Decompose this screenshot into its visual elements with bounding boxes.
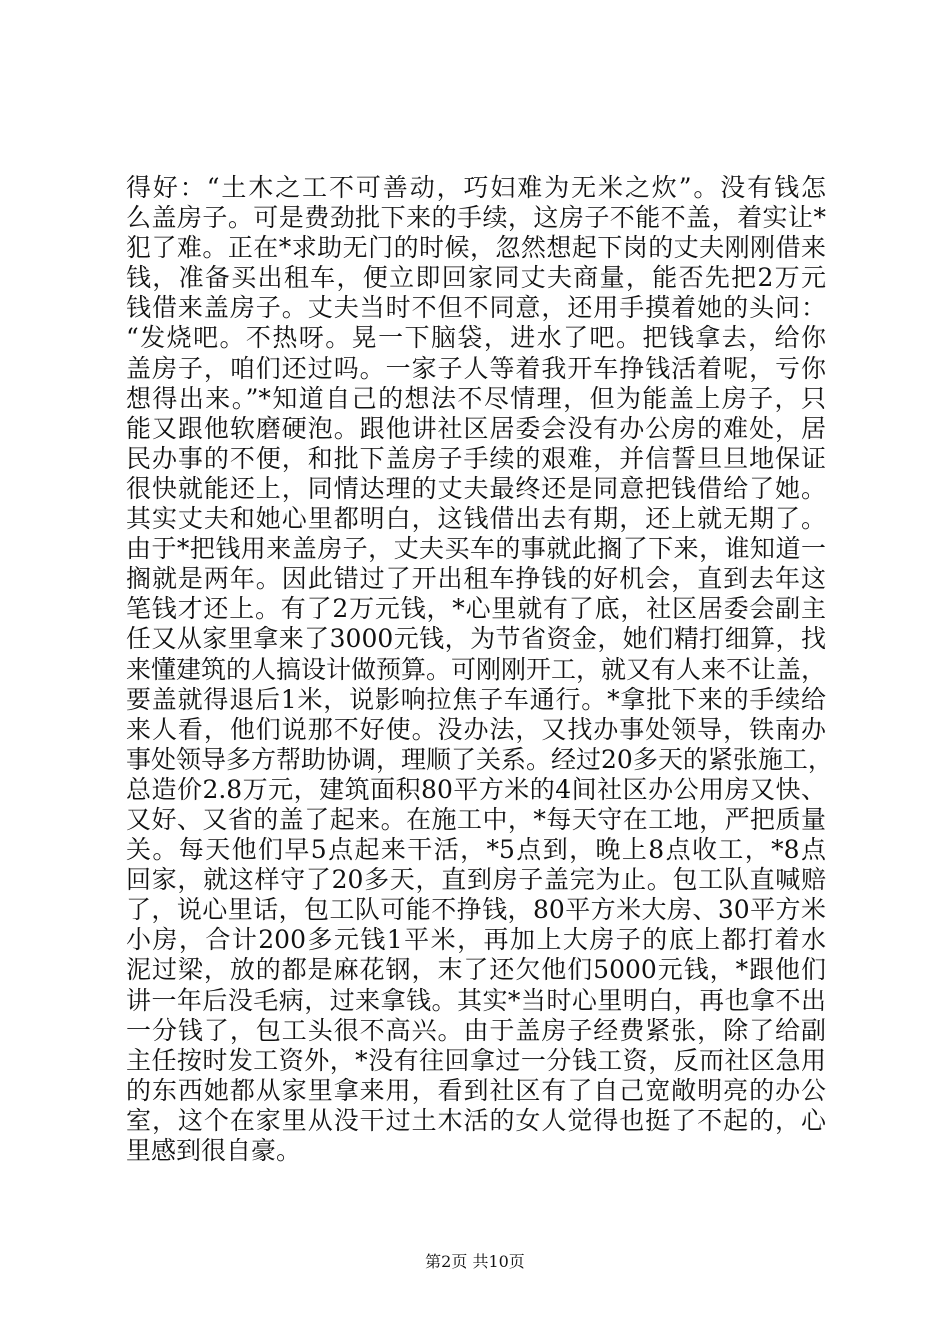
- text-line: 很快就能还上，同情达理的丈夫最终还是同意把钱借给了她。: [126, 473, 826, 503]
- text-line: 事处领导多方帮助协调，理顺了关系。经过20多天的紧张施工，: [126, 744, 833, 774]
- text-line: 钱，准备买出租车，便立即回家同丈夫商量，能否先把2万元: [126, 263, 826, 293]
- text-line: 能又跟他软磨硬泡。跟他讲社区居委会没有办公房的难处，居: [126, 413, 826, 443]
- body-text: [126, 173, 833, 1166]
- text-line: 讲一年后没毛病，过来拿钱。其实*当时心里明白，再也拿不出: [126, 985, 826, 1015]
- text-line: 泥过梁，放的都是麻花钢，末了还欠他们5000元钱，*跟他们: [126, 955, 826, 985]
- text-line: 来人看，他们说那不好使。没办法，又找办事处领导，铁南办: [126, 714, 826, 744]
- text-line: 民办事的不便，和批下盖房子手续的艰难，并信誓旦旦地保证: [126, 443, 826, 473]
- text-line: “发烧吧。不热呀。晃一下脑袋，进水了吧。把钱拿去，给你: [126, 323, 826, 353]
- text-line: 关。每天他们早5点起来干活，*5点到，晚上8点收工，*8点: [126, 835, 826, 865]
- text-line: 总造价2.8万元，建筑面积80平方米的4间社区办公用房又快、: [126, 774, 826, 804]
- text-line: 犯了难。正在*求助无门的时候，忽然想起下岗的丈夫刚刚借来: [126, 233, 826, 263]
- text-line: 搁就是两年。因此错过了开出租车挣钱的好机会，直到去年这: [126, 564, 826, 594]
- page-footer: [0, 1252, 950, 1272]
- text-line: 想得出来。”*知道自己的想法不尽情理，但为能盖上房子，只: [126, 383, 826, 413]
- text-line: 室，这个在家里从没干过土木活的女人觉得也挺了不起的，心: [126, 1105, 826, 1135]
- text-line: 主任按时发工资外，*没有往回拿过一分钱工资，反而社区急用: [126, 1045, 826, 1075]
- text-line: 来懂建筑的人搞设计做预算。可刚刚开工，就又有人来不让盖，: [126, 654, 827, 684]
- text-line: 么盖房子。可是费劲批下来的手续，这房子不能不盖，着实让*: [126, 203, 826, 233]
- text-line: 小房，合计200多元钱1平米，再加上大房子的底上都打着水: [126, 925, 826, 955]
- text-line: 得好：“土木之工不可善动，巧妇难为无米之炊”。没有钱怎: [126, 173, 826, 202]
- text-line: 钱借来盖房子。丈夫当时不但不同意，还用手摸着她的头问：: [126, 293, 826, 323]
- text-line: 由于*把钱用来盖房子，丈夫买车的事就此搁了下来，谁知道一: [126, 534, 826, 564]
- text-line-last: 里感到很自豪。: [126, 1136, 302, 1165]
- text-line: 任又从家里拿来了3000元钱，为节省资金，她们精打细算，找: [126, 624, 826, 654]
- text-line: 了，说心里话，包工队可能不挣钱，80平方米大房、30平方米: [126, 895, 826, 925]
- text-line: 笔钱才还上。有了2万元钱，*心里就有了底，社区居委会副主: [126, 594, 826, 624]
- page-number: 第2页 共10页: [425, 1252, 525, 1271]
- text-line: 盖房子，咱们还过吗。一家子人等着我开车挣钱活着呢，亏你: [126, 353, 826, 383]
- text-line: 又好、又省的盖了起来。在施工中，*每天守在工地，严把质量: [126, 804, 826, 834]
- text-line: 要盖就得退后1米，说影响拉焦子车通行。*拿批下来的手续给: [126, 684, 826, 714]
- text-line: 回家，就这样守了20多天，直到房子盖完为止。包工队直喊赔: [126, 865, 826, 895]
- text-line: 其实丈夫和她心里都明白，这钱借出去有期，还上就无期了。: [126, 504, 826, 534]
- text-line: 的东西她都从家里拿来用，看到社区有了自己宽敞明亮的办公: [126, 1075, 826, 1105]
- text-line: 一分钱了，包工头很不高兴。由于盖房子经费紧张，除了给副: [126, 1015, 826, 1045]
